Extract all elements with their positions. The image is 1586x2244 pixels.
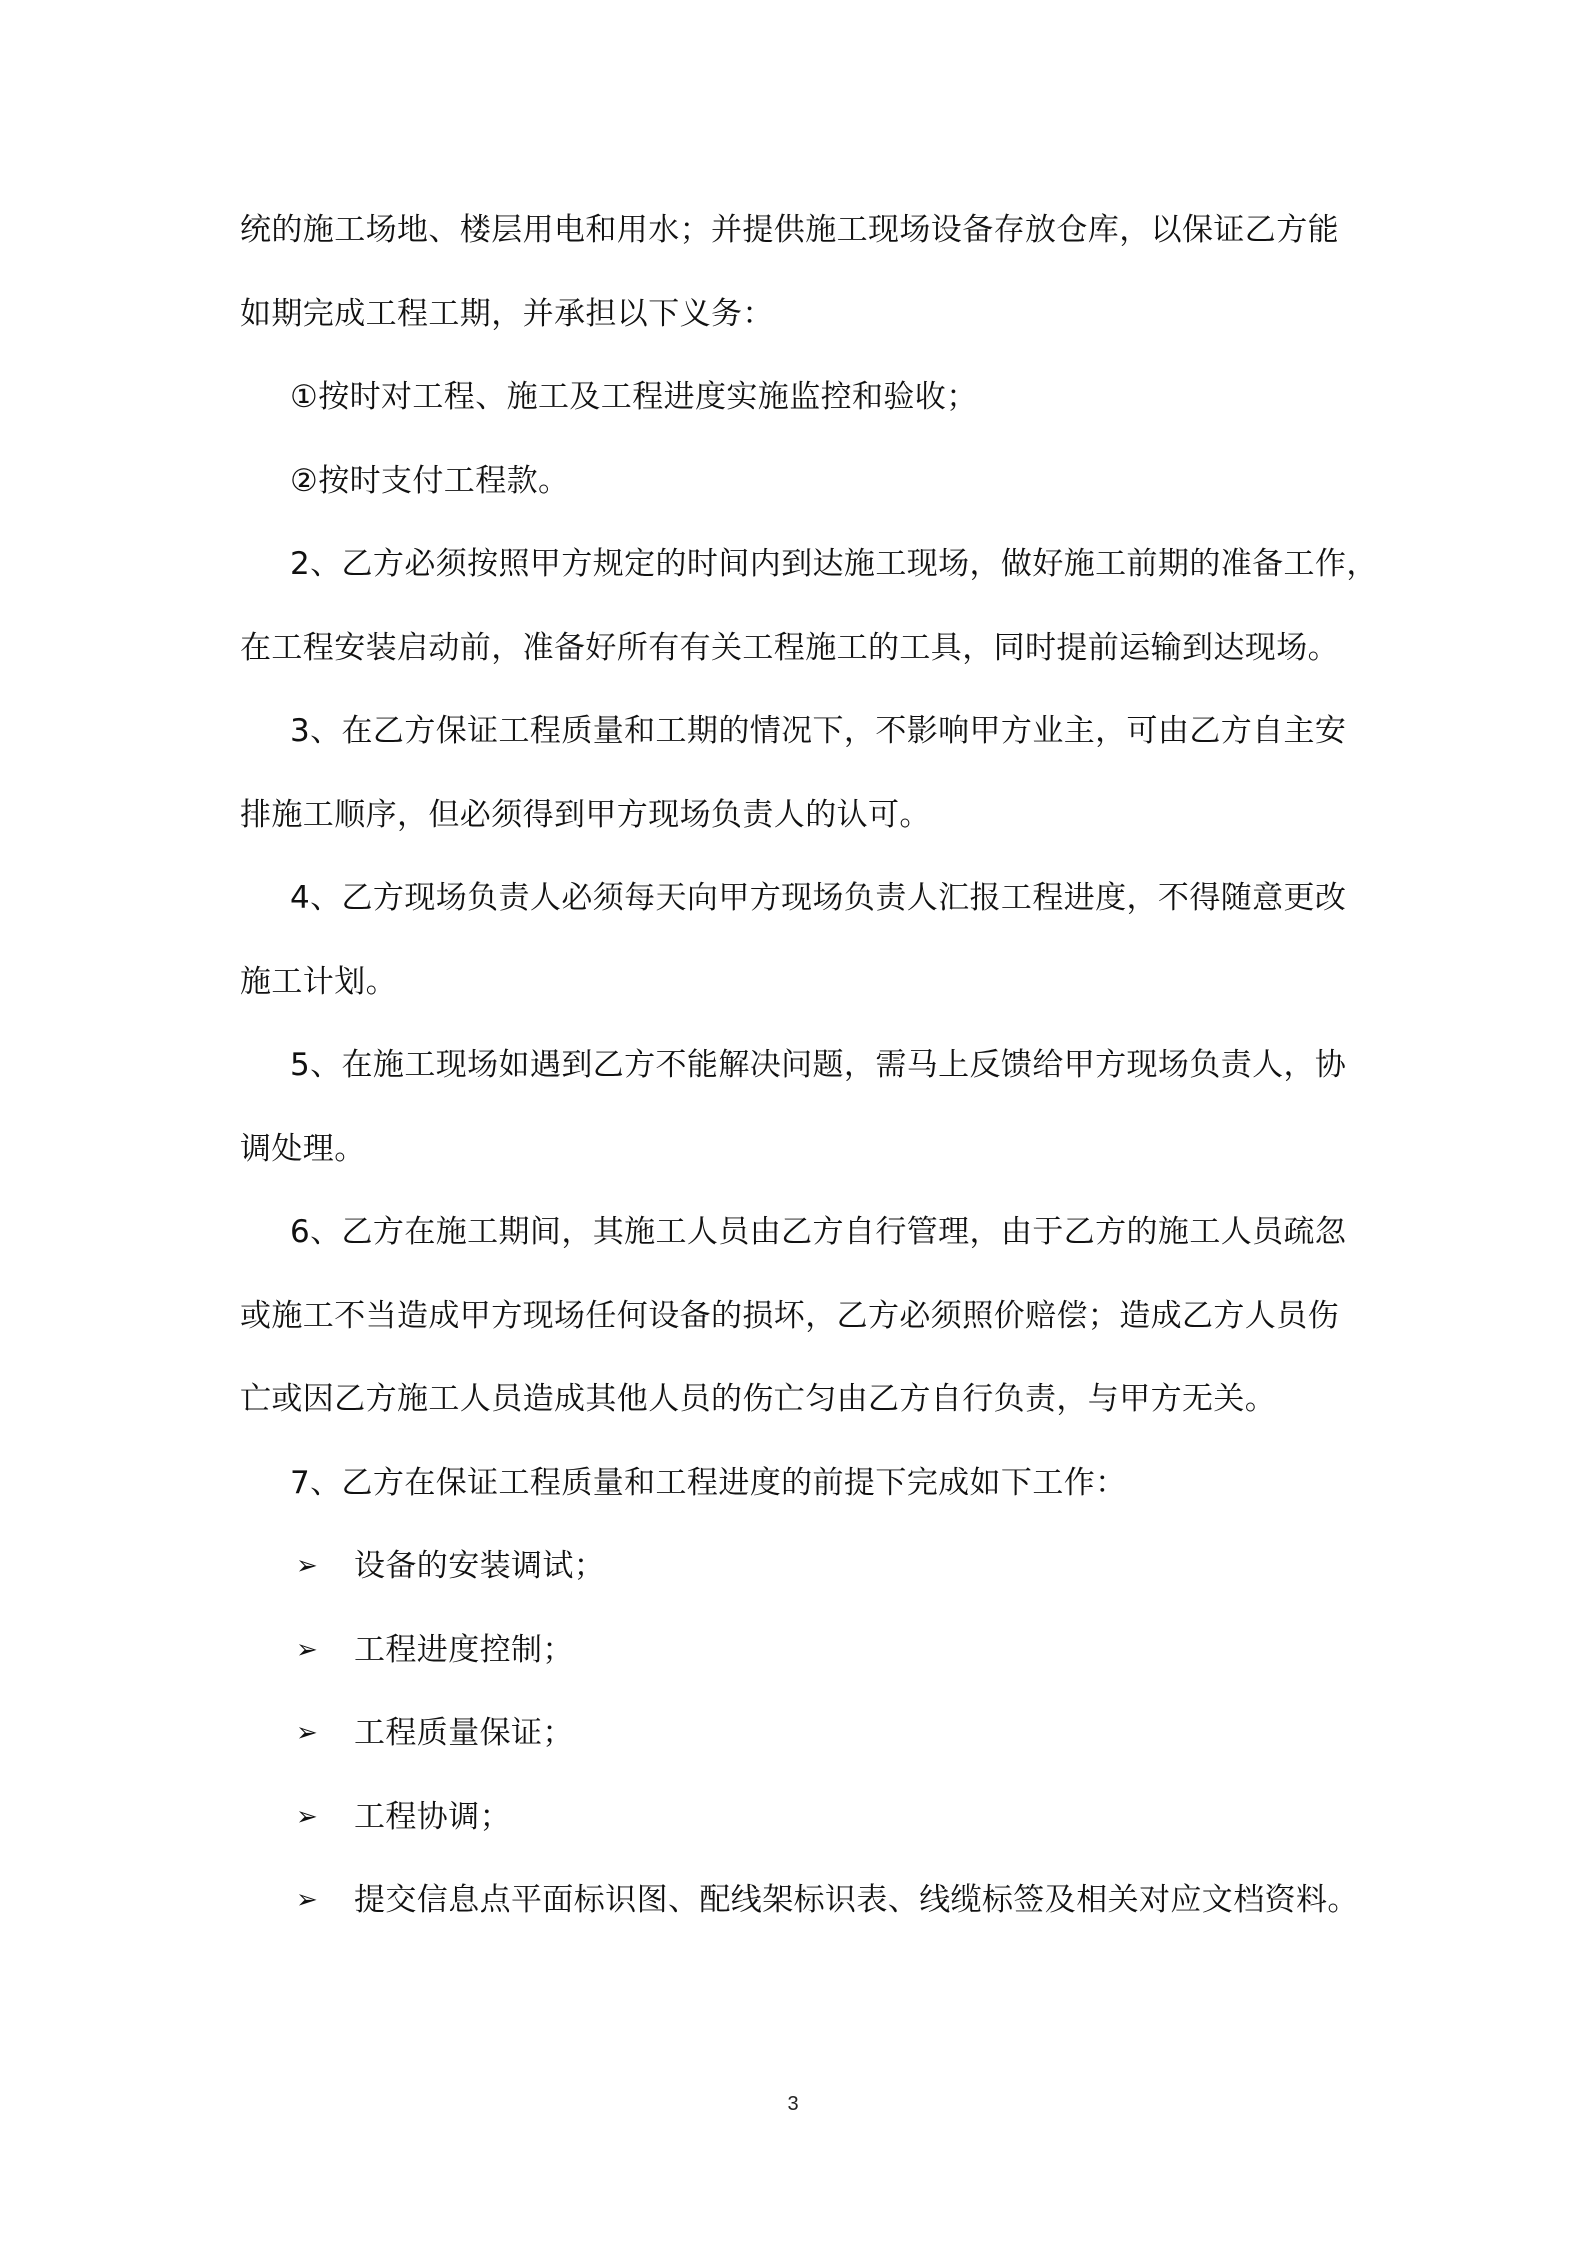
bullet-arrow-icon: ➢	[296, 1635, 318, 1665]
clause-6-line: 或施工不当造成甲方现场任何设备的损坏，乙方必须照价赔偿；造成乙方人员伤	[240, 1298, 1339, 1334]
clause-2-line: 在工程安装启动前，准备好所有有关工程施工的工具，同时提前运输到达现场。	[240, 630, 1339, 666]
clause-7-line: 7、乙方在保证工程质量和工程进度的前提下完成如下工作：	[290, 1465, 1127, 1501]
bullet-arrow-icon: ➢	[296, 1551, 318, 1581]
clause-4-line: 4、乙方现场负责人必须每天向甲方现场负责人汇报工程进度，不得随意更改	[290, 880, 1347, 916]
paragraph-line: 统的施工场地、楼层用电和用水；并提供施工现场设备存放仓库，以保证乙方能	[240, 212, 1339, 248]
clause-3-line: 3、在乙方保证工程质量和工期的情况下，不影响甲方业主，可由乙方自主安	[290, 713, 1347, 749]
clause-2-line: 2、乙方必须按照甲方规定的时间内到达施工现场，做好施工前期的准备工作，	[290, 546, 1378, 582]
bullet-item: 工程进度控制；	[354, 1632, 574, 1668]
clause-6-line: 亡或因乙方施工人员造成其他人员的伤亡匀由乙方自行负责，与甲方无关。	[240, 1381, 1277, 1417]
page-number: 3	[787, 2093, 799, 2115]
clause-6-line: 6、乙方在施工期间，其施工人员由乙方自行管理，由于乙方的施工人员疏忽	[290, 1214, 1347, 1250]
bullet-item: 工程质量保证；	[354, 1715, 574, 1751]
clause-5-line: 调处理。	[240, 1131, 366, 1167]
clause-4-line: 施工计划。	[240, 964, 397, 1000]
clause-3-line: 排施工顺序，但必须得到甲方现场负责人的认可。	[240, 797, 931, 833]
obligation-item: ①按时对工程、施工及工程进度实施监控和验收；	[290, 379, 978, 415]
bullet-item: 设备的安装调试；	[354, 1548, 606, 1584]
bullet-arrow-icon: ➢	[296, 1802, 318, 1832]
obligation-item: ②按时支付工程款。	[290, 463, 570, 499]
paragraph-line: 如期完成工程工期，并承担以下义务：	[240, 296, 774, 332]
bullet-arrow-icon: ➢	[296, 1885, 318, 1915]
bullet-item: 提交信息点平面标识图、配线架标识表、线缆标签及相关对应文档资料。	[354, 1882, 1359, 1918]
bullet-arrow-icon: ➢	[296, 1718, 318, 1748]
bullet-item: 工程协调；	[354, 1799, 511, 1835]
clause-5-line: 5、在施工现场如遇到乙方不能解决问题，需马上反馈给甲方现场负责人，协	[290, 1047, 1347, 1083]
